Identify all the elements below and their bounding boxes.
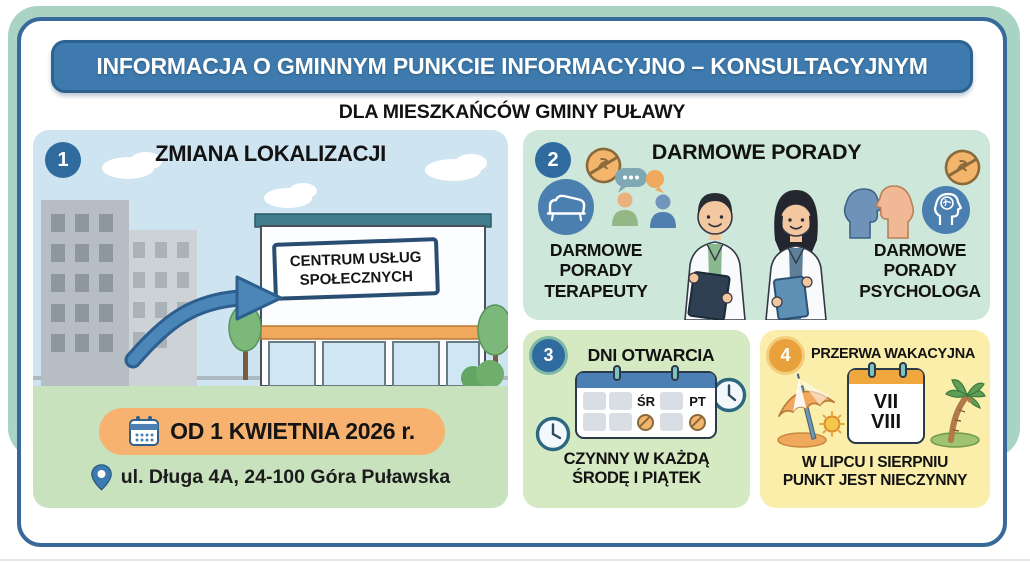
new-building: [255, 214, 491, 386]
panel-holiday-title: PRZERWA WAKACYJNA: [810, 346, 976, 362]
month-july: VII: [873, 390, 899, 413]
psychology-brain-icon: [921, 185, 971, 235]
date-pill: [99, 408, 445, 455]
therapy-couch-icon: [537, 178, 595, 236]
calendar-day-wednesday: ŚR: [636, 393, 656, 409]
panel-number-badge: 4: [769, 339, 802, 372]
panel-advice: [523, 130, 990, 320]
holiday-caption: W LIPCU I SIERPNIU PUNKT JEST NIECZYNNY: [782, 454, 968, 490]
therapist-advice-label: DARMOWE PORADY TERAPEUTY: [544, 240, 648, 301]
location-pin-icon: [91, 464, 112, 491]
calendar-cell: [660, 413, 683, 431]
psychologist-figure: [766, 190, 826, 320]
poster-card: [17, 17, 1007, 547]
banner-title: INFORMACJA O GMINNYM PUNKCIE INFORMACYJNO – KONSULTACYJNYM: [51, 40, 973, 93]
calendar-peg: [613, 365, 621, 381]
panel-location-title: ZMIANA LOKALIZACJI: [155, 141, 386, 166]
calendar-peg: [899, 362, 907, 378]
calendar-peg: [671, 365, 679, 381]
no-fee-marker-icon: [637, 414, 654, 431]
bottom-edge-line: [0, 559, 1030, 561]
panel-open-days: [523, 330, 750, 508]
building-sign-line2: SPOŁECZNYCH: [299, 267, 414, 289]
calendar-header: [577, 373, 715, 388]
subtitle: DLA MIESZKAŃCÓW GMINY PUŁAWY: [338, 101, 686, 123]
calendar-icon: [129, 416, 159, 447]
psychologist-advice-label: DARMOWE PORADY PSYCHOLOGA: [859, 240, 981, 301]
talking-heads-icon: [838, 180, 920, 240]
calendar-cell: [609, 392, 632, 410]
calendar-cell: [660, 392, 683, 410]
calendar-peg: [868, 362, 876, 378]
panel-number-badge: 3: [532, 339, 565, 372]
calendar-cell: [583, 413, 606, 431]
calendar-header: [849, 370, 923, 384]
no-fee-marker-icon: [689, 414, 706, 431]
calendar-cell-marked: [686, 413, 709, 431]
old-buildings: [41, 200, 197, 386]
panel-holiday-break: [760, 330, 990, 508]
month-august: VIII: [870, 411, 901, 433]
holiday-calendar: [847, 368, 925, 444]
open-days-caption: CZYNNY W KAŻDĄ ŚRODĘ I PIĄTEK: [563, 450, 710, 488]
building-sign-line1: CENTRUM USŁUG: [289, 248, 422, 271]
clock-icon: [534, 415, 572, 453]
panel-number-badge: 1: [45, 142, 81, 178]
panel-location: [33, 130, 508, 508]
panel-number-badge: 2: [535, 142, 571, 178]
calendar-cell: [609, 413, 632, 431]
building-illustration: [33, 130, 508, 386]
panel-days-title: DNI OTWARCIA: [587, 345, 715, 365]
palm-tree-icon: [928, 374, 986, 448]
calendar-cell: [583, 392, 606, 410]
doctors-illustration: [657, 162, 855, 320]
calendar-cell-marked: [635, 413, 658, 431]
start-date: OD 1 KWIETNIA 2026 r.: [170, 418, 415, 444]
open-days-calendar: [575, 371, 717, 439]
therapist-figure: [685, 193, 745, 320]
calendar-day-friday: PT: [689, 393, 706, 409]
address-row: [33, 464, 508, 491]
panel-advice-title: DARMOWE PORADY: [651, 140, 862, 164]
sun-icon: [820, 412, 844, 436]
address-text: ul. Długa 4A, 24-100 Góra Puławska: [120, 466, 451, 488]
beach-umbrella-icon: [770, 372, 846, 448]
